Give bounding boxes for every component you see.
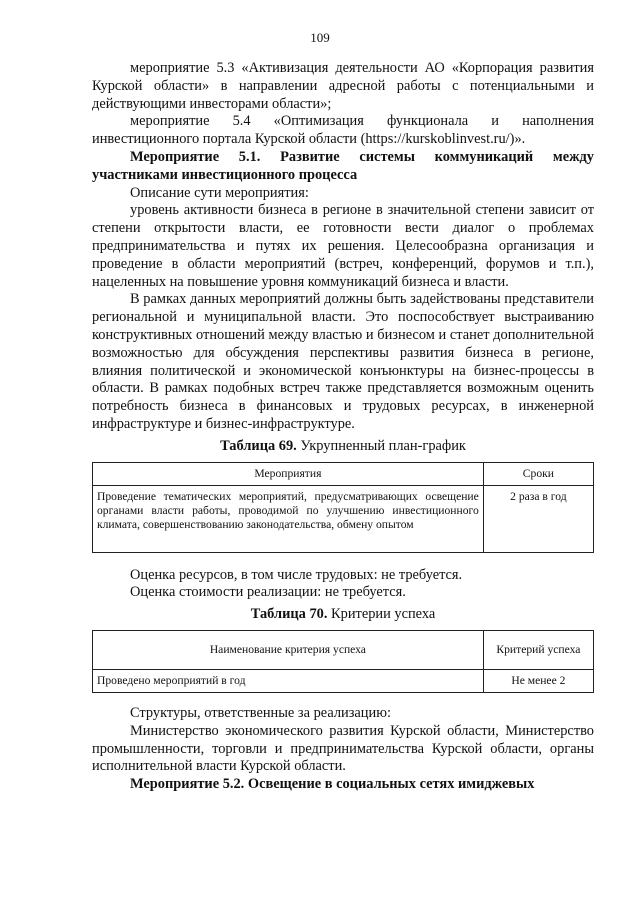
table-cell: Проведение тематических мероприятий, предусматривающих освещение органами власти работы, проводимой по улучшению инвестиционного климата, совершенствованию законодательства, обмену опытом xyxy=(93,485,484,552)
table-header-cell: Сроки xyxy=(483,462,593,485)
heading-measure-5-2: Мероприятие 5.2. Освещение в социальных сетях имиджевых xyxy=(130,776,535,793)
responsible-label: Структуры, ответственные за реализацию: xyxy=(130,704,391,721)
table-70 xyxy=(92,630,594,693)
table-header-row xyxy=(93,462,594,485)
document-body xyxy=(92,60,594,794)
table-header-cell: Мероприятия xyxy=(93,462,484,485)
paragraph-measure-5-4: мероприятие 5.4 «Оптимизация функционала и наполнения инвестиционного портала Курской области (https://kurskoblinvest.ru/)». xyxy=(92,113,594,148)
table-69-caption xyxy=(92,438,594,456)
table-cell: Не менее 2 xyxy=(483,669,593,692)
table-cell: Проведено мероприятий в год xyxy=(93,669,484,692)
table-header-cell: Наименование критерия успеха xyxy=(93,630,484,669)
table-header-cell: Критерий успеха xyxy=(483,630,593,669)
table-cell: 2 раза в год xyxy=(483,485,593,552)
paragraph-business-activity: уровень активности бизнеса в регионе в значительной степени зависит от степени открытости власти, ее готовности вести диалог о проблемах предпринимательства и путях их решения. Целесообразна организация и проведение в области мероприятий (встреч, конференций, форумов и т.п.), нацеленных на повышение уровня коммуникаций бизнеса и власти. xyxy=(92,202,594,290)
page-number: 109 xyxy=(310,30,330,45)
responsible-text: Министерство экономического развития Курской области, Министерство промышленности, торговли и предпринимательства Курской области, органы исполнительной власти Курской области. xyxy=(92,722,594,775)
cost-estimate: Оценка стоимости реализации: не требуется. xyxy=(130,584,406,601)
paragraph-representatives: В рамках данных мероприятий должны быть задействованы представители региональной и муниципальной власти. Это поспособствует выстраиванию конструктивных отношений между властью и бизнесом и станет дополнительной возможностью для обсуждения перспективы развития бизнеса в регионе, влияния политической и экономической конъюнктуры на бизнес-процессы в области. В рамках подобных встреч также представляется возможным оценить потребность бизнеса в финансовых и трудовых ресурсах, в инженерной инфраструктуре и бизнес-инфраструктуре. xyxy=(92,291,594,432)
table-70-caption xyxy=(92,606,594,624)
table-row xyxy=(93,669,594,692)
table-70-title: Критерии успеха xyxy=(327,606,436,623)
heading-measure-5-1: Мероприятие 5.1. Развитие системы коммуникаций между участниками инвестиционного процесса xyxy=(92,148,594,183)
table-70-number: Таблица 70. xyxy=(250,606,328,623)
description-label: Описание сути мероприятия: xyxy=(130,184,309,201)
table-row xyxy=(93,485,594,552)
table-header-row xyxy=(93,630,594,669)
table-69-number: Таблица 69. xyxy=(220,437,297,454)
table-69-title: Укрупненный план-график xyxy=(296,437,466,454)
table-69 xyxy=(92,462,594,553)
paragraph-measure-5-3: мероприятие 5.3 «Активизация деятельности АО «Корпорация развития Курской области» в направлении адресной работы с потенциальными и действующими инвесторами области»; xyxy=(92,60,594,112)
resource-estimate: Оценка ресурсов, в том числе трудовых: не требуется. xyxy=(130,566,463,583)
